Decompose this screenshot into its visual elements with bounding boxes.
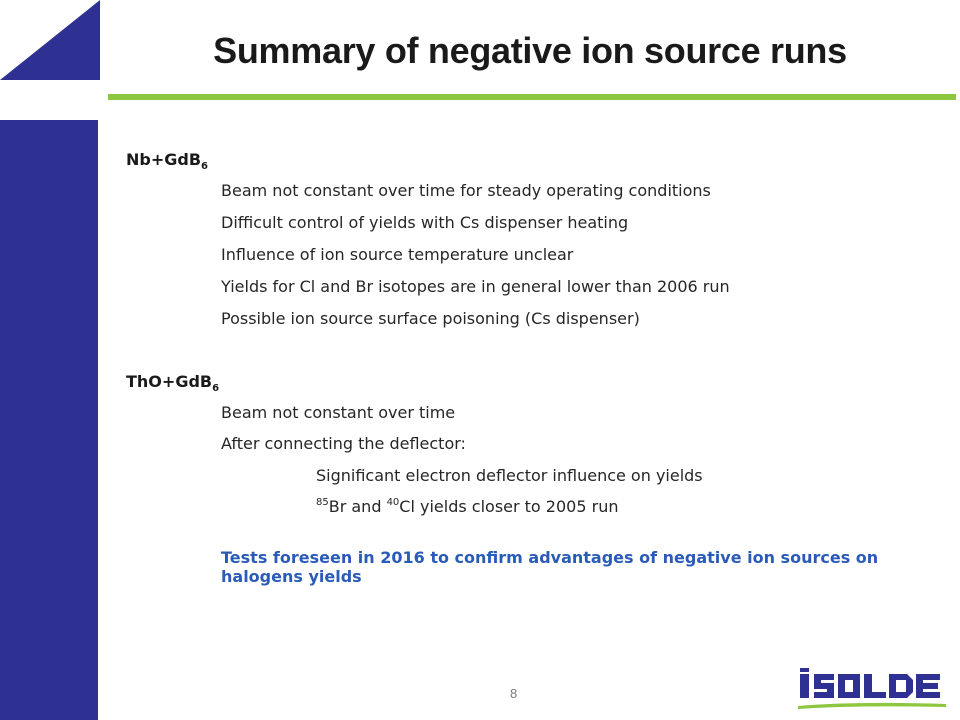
conclusion-text: Tests foreseen in 2016 to confirm advantages of negative ion sources on halogens yields [221,548,879,586]
isotope-text-cl: Cl yields closer to 2005 run [399,497,619,516]
list-item: Yields for Cl and Br isotopes are in general lower than 2006 run [221,277,730,296]
heading-subscript: 6 [212,383,220,395]
section-heading-nb-gdb6 [126,150,208,172]
list-item: After connecting the deflector: [221,434,466,453]
isolde-logo [796,668,950,712]
list-item: Difficult control of yields with Cs dispenser heating [221,213,629,232]
section-heading-tho-gdb6 [126,372,219,394]
heading-main-text: ThO+GdB [126,372,213,391]
sub-list-item: Significant electron deflector influence on yields [316,466,703,485]
page-number: 8 [510,686,518,701]
list-item: Possible ion source surface poisoning (Cs dispenser) [221,309,640,328]
sub-list-item-isotopes [316,497,618,516]
superscript-85: 85 [316,497,329,508]
isotope-text-br: Br and [328,497,387,516]
heading-subscript: 6 [201,161,208,173]
slide-title: Summary of negative ion source runs [213,30,847,71]
superscript-40: 40 [386,497,400,508]
heading-main-text: Nb+GdB [126,150,202,169]
list-item: Influence of ion source temperature unclear [221,245,574,264]
list-item: Beam not constant over time for steady operating conditions [221,181,711,200]
list-item: Beam not constant over time [221,403,456,422]
